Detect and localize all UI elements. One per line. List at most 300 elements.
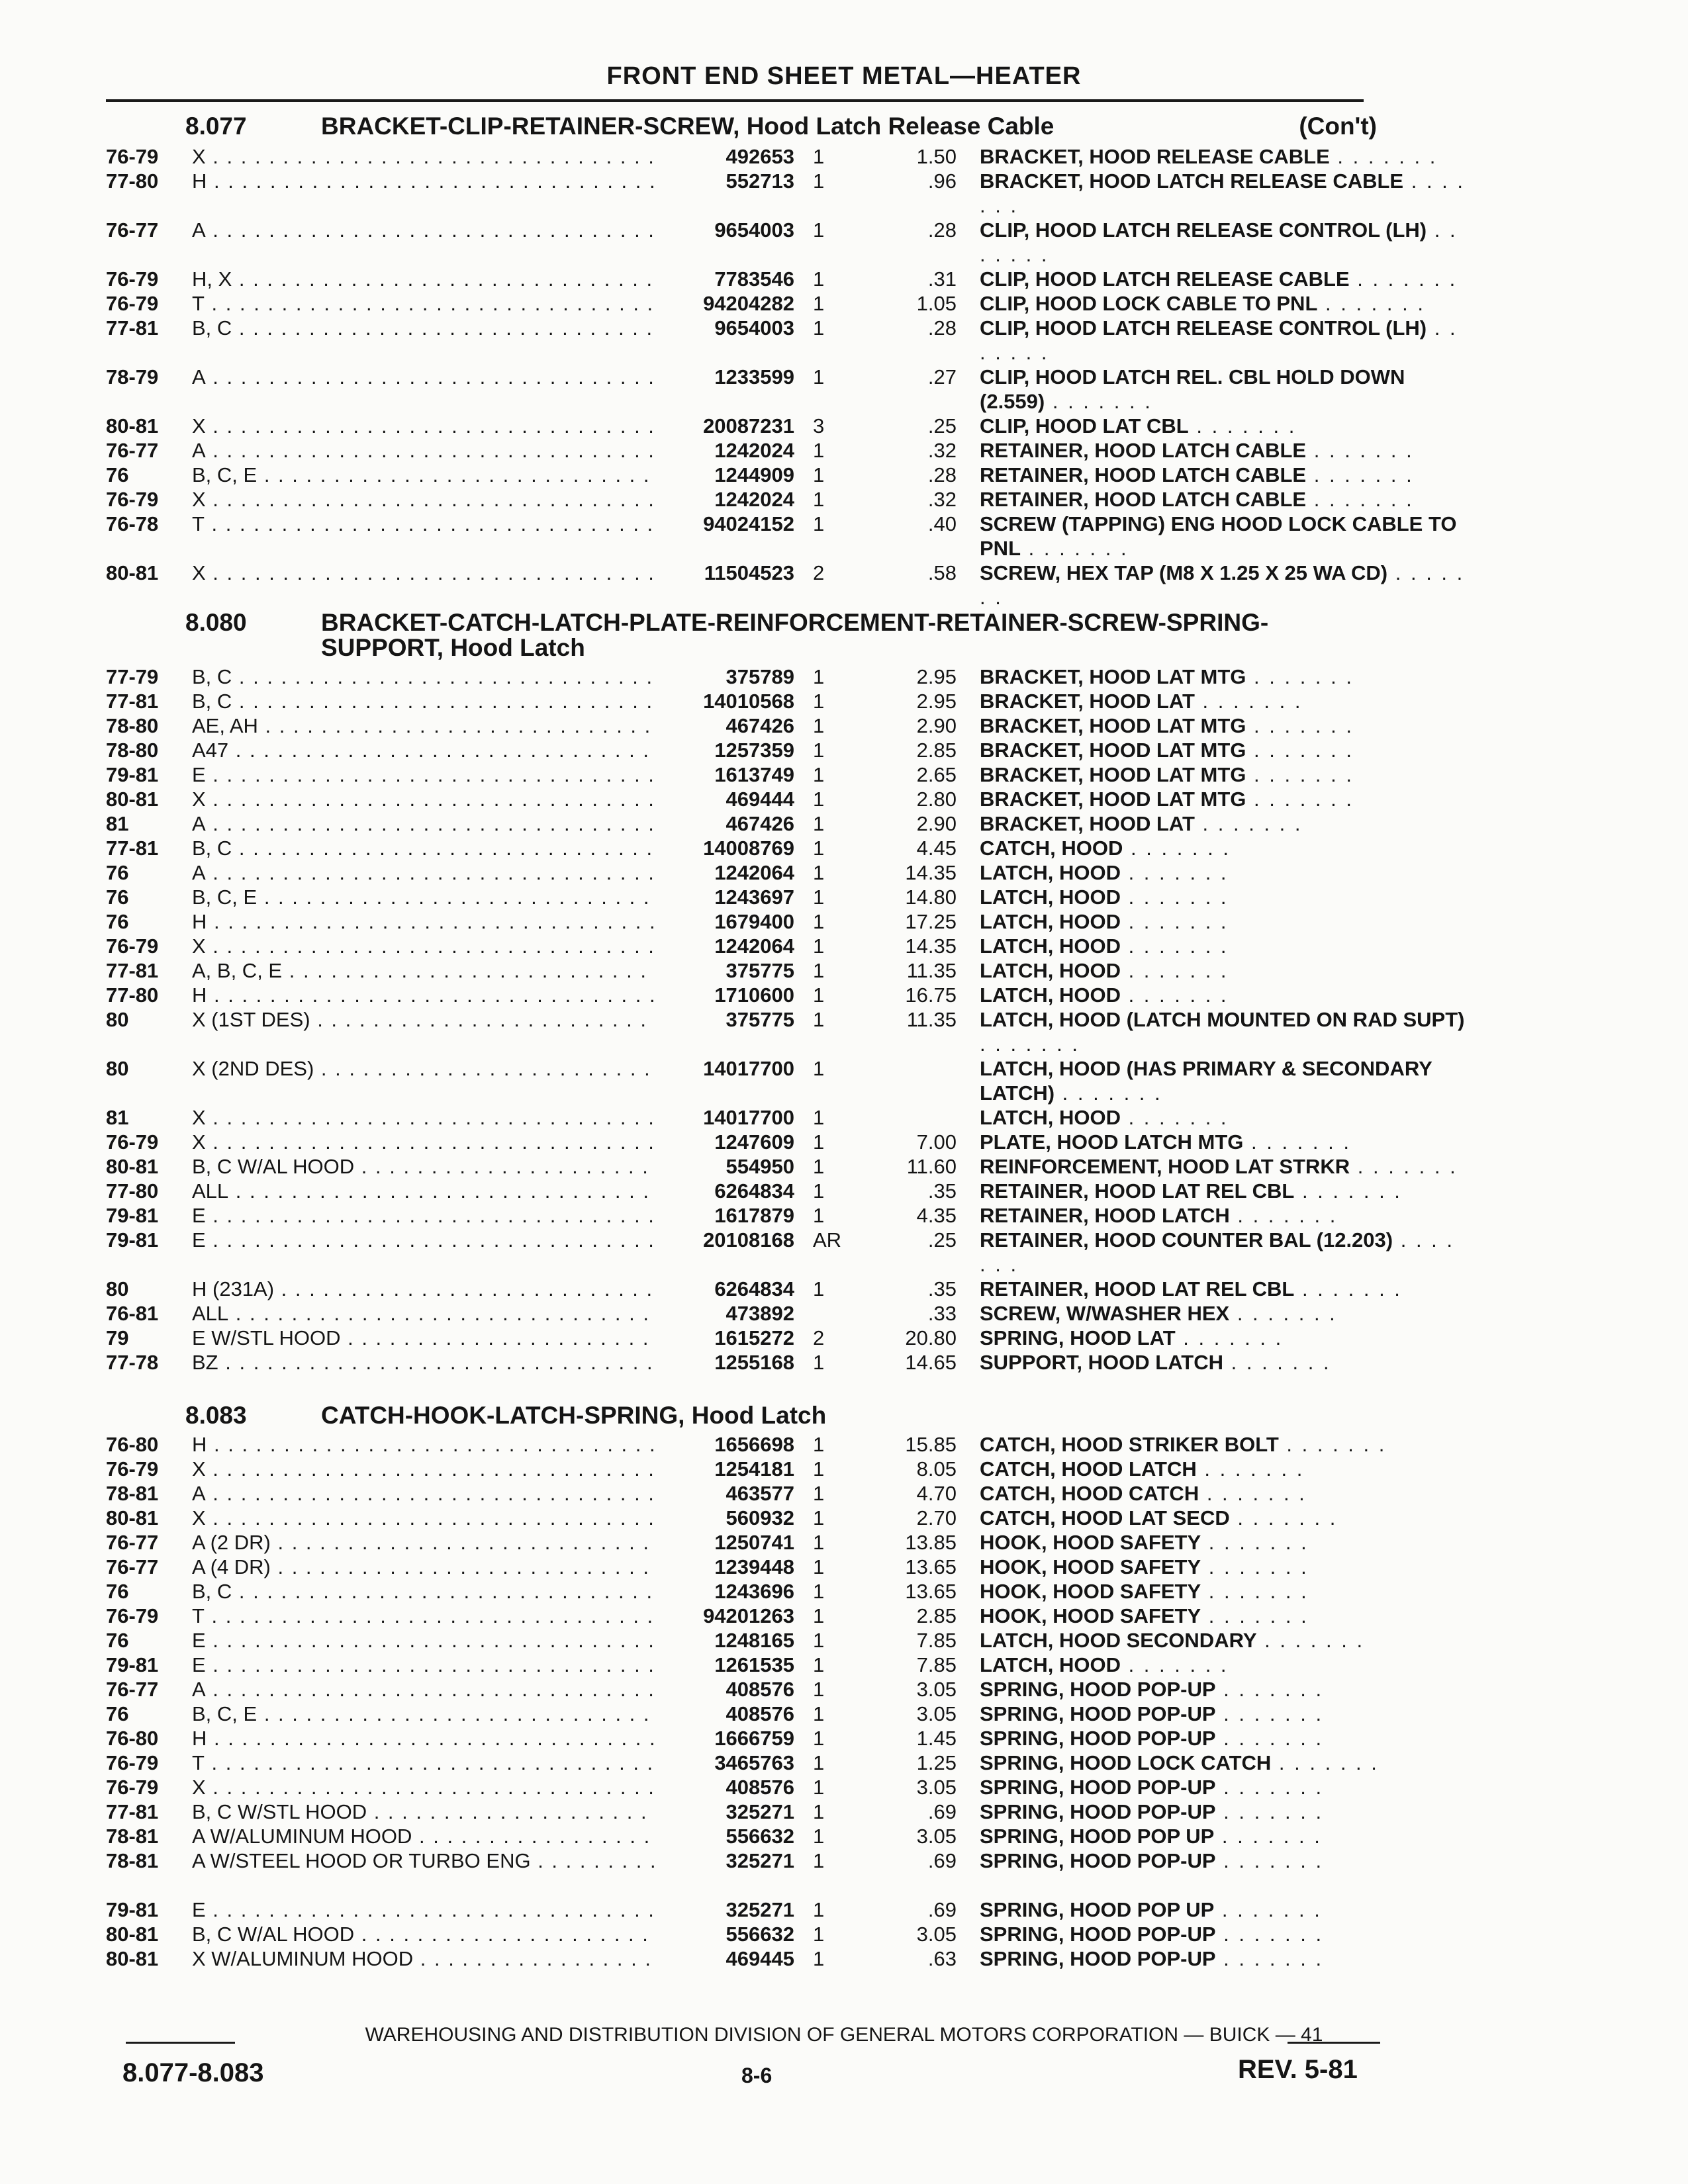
year-cell: 76-77 — [106, 1531, 159, 1554]
quantity-cell: 3 — [813, 414, 825, 437]
description-text: CLIP, HOOD LATCH RELEASE CABLE — [980, 267, 1350, 291]
table-row — [106, 885, 1377, 909]
quantity-cell: 1 — [813, 1849, 825, 1872]
leader-dots: . . . . . . . — [1215, 1800, 1324, 1823]
leader-dots: . . . . . . . — [1349, 267, 1458, 291]
leader-dots: . . . . . . . — [1201, 1580, 1309, 1603]
part-number-cell: 408576 — [669, 1677, 794, 1702]
leader-dots: . . . . . . . — [1246, 714, 1354, 737]
year-cell: 77-81 — [106, 316, 159, 340]
quantity-cell: 1 — [813, 463, 825, 486]
description-text: SPRING, HOOD LOCK CATCH — [980, 1751, 1272, 1774]
description-cell — [980, 512, 1470, 561]
year-cell: 76-81 — [106, 1302, 159, 1325]
description-text: HOOK, HOOD SAFETY — [980, 1555, 1201, 1578]
leader-dots: . . . . . . . — [980, 561, 1465, 609]
model-cell: T . . . — [192, 512, 655, 536]
quantity-cell: 1 — [813, 1155, 825, 1178]
description-text: SPRING, HOOD POP-UP — [980, 1678, 1216, 1701]
quantity-cell: 1 — [813, 934, 825, 958]
leader-dots: . . . . . . . — [1045, 390, 1152, 413]
part-number-cell: 6264834 — [669, 1179, 794, 1203]
description-cell — [980, 1277, 1470, 1301]
quantity-cell: 1 — [813, 218, 825, 242]
part-number-cell: 20087231 — [669, 414, 794, 438]
part-number-cell: 408576 — [669, 1702, 794, 1726]
year-cell: 78-80 — [106, 714, 159, 737]
leader-dots: . . . . . . . — [1256, 1629, 1365, 1652]
part-number-cell: 1261535 — [669, 1653, 794, 1677]
year-cell: 76-79 — [106, 292, 159, 315]
leader-dots: . . . . . . . — [1215, 1678, 1324, 1701]
section-continued: (Con't) — [1299, 113, 1377, 140]
year-cell: 76-79 — [106, 488, 159, 511]
year-cell: 76-80 — [106, 1433, 159, 1456]
table-row — [106, 463, 1414, 487]
description-cell — [980, 1751, 1470, 1775]
section-header — [106, 1403, 1377, 1428]
description-text: BRACKET, HOOD LAT MTG — [980, 665, 1246, 688]
table-row — [106, 1653, 1377, 1677]
year-cell: 78-80 — [106, 739, 159, 762]
model-cell: E . . . — [192, 1628, 655, 1653]
description-text: CATCH, HOOD CATCH — [980, 1482, 1199, 1505]
quantity-cell: 1 — [813, 690, 825, 713]
model-cell: A . . . — [192, 811, 655, 836]
model-cell: A . . . — [192, 1677, 655, 1702]
section-title: BRACKET-CLIP-RETAINER-SCREW, Hood Latch Release Cable — [321, 113, 1055, 140]
description-text: RETAINER, HOOD LATCH — [980, 1204, 1230, 1227]
description-cell — [980, 1653, 1470, 1677]
model-cell: H . . . — [192, 909, 655, 934]
part-number-cell: 463577 — [669, 1481, 794, 1506]
description-cell — [980, 1481, 1470, 1506]
table-row — [106, 365, 1405, 414]
leader-dots: . . . . . . . — [1246, 763, 1354, 786]
table-row — [106, 169, 1466, 218]
leader-dots: . . . . . . . — [1120, 910, 1229, 933]
price-cell: 4.70 — [916, 1482, 957, 1505]
page-title: FRONT END SHEET METAL—HEATER — [606, 62, 1082, 90]
part-number-cell: 1233599 — [669, 365, 794, 389]
description-text: RETAINER, HOOD COUNTER BAL (12.203) — [980, 1228, 1393, 1251]
description-text: RETAINER, HOOD LAT REL CBL — [980, 1179, 1295, 1203]
part-number-cell: 375775 — [669, 1007, 794, 1032]
part-number-cell: 20108168 — [669, 1228, 794, 1252]
table-row — [106, 1056, 1432, 1105]
quantity-cell: 1 — [813, 1653, 825, 1676]
part-number-cell: 325271 — [669, 1848, 794, 1873]
part-number-cell: 6264834 — [669, 1277, 794, 1301]
quantity-cell: 1 — [813, 1923, 825, 1946]
price-cell: .69 — [927, 1898, 957, 1921]
description-cell — [980, 762, 1470, 787]
table-row — [106, 1301, 1377, 1326]
description-text: LATCH, HOOD — [980, 934, 1121, 958]
year-cell: 76-79 — [106, 934, 159, 958]
quantity-cell: 1 — [813, 1751, 825, 1774]
quantity-cell: 1 — [813, 714, 825, 737]
model-cell: X . . . — [192, 144, 655, 169]
leader-dots: . . . . . . . — [1215, 1947, 1324, 1970]
table-row — [106, 144, 1438, 169]
quantity-cell: 1 — [813, 983, 825, 1007]
model-cell: X . . . — [192, 1130, 655, 1154]
table-row — [106, 1530, 1377, 1555]
description-text: SPRING, HOOD POP-UP — [980, 1923, 1216, 1946]
model-cell: A47 . . . — [192, 738, 655, 762]
leader-dots: . . . . . . . — [1246, 665, 1354, 688]
part-number-cell: 1243696 — [669, 1579, 794, 1604]
price-cell: 2.80 — [916, 788, 957, 811]
leader-dots: . . . . . . . — [1215, 1923, 1324, 1946]
price-cell: 2.65 — [916, 763, 957, 786]
description-text: SPRING, HOOD POP UP — [980, 1898, 1215, 1921]
description-text: LATCH, HOOD SECONDARY — [980, 1629, 1257, 1652]
year-cell: 80-81 — [106, 1947, 159, 1970]
price-cell: 13.85 — [905, 1531, 957, 1554]
year-cell: 80 — [106, 1277, 129, 1300]
leader-dots: . . . . . . . — [1123, 837, 1231, 860]
part-number-cell: 556632 — [669, 1824, 794, 1848]
quantity-cell: 1 — [813, 1506, 825, 1529]
quantity-cell: 1 — [813, 1179, 825, 1203]
model-cell: B, C W/STL HOOD . . . — [192, 1799, 655, 1824]
description-text: HOOK, HOOD SAFETY — [980, 1531, 1201, 1554]
leader-dots: . . . . . . . — [1246, 788, 1354, 811]
description-text: RETAINER, HOOD LATCH CABLE — [980, 439, 1307, 462]
price-cell: .28 — [927, 316, 957, 340]
description-text: CLIP, HOOD LATCH RELEASE CONTROL (LH) — [980, 316, 1427, 340]
part-number-cell: 1242024 — [669, 438, 794, 463]
part-number-cell: 560932 — [669, 1506, 794, 1530]
year-cell: 76-79 — [106, 145, 159, 168]
description-cell — [980, 1203, 1470, 1228]
price-cell: 3.05 — [916, 1702, 957, 1725]
leader-dots: . . . . . . . — [1278, 1433, 1387, 1456]
section-number: 8.083 — [185, 1402, 247, 1429]
description-cell — [980, 885, 1470, 909]
model-cell: B, C, E . . . — [192, 463, 655, 487]
part-number-cell: 94204282 — [669, 291, 794, 316]
leader-dots: . . . . . . . — [1199, 1482, 1307, 1505]
section-number: 8.077 — [185, 113, 247, 140]
table-row — [106, 1824, 1377, 1848]
description-text: RETAINER, HOOD LATCH CABLE — [980, 463, 1307, 486]
table-row — [106, 836, 1377, 860]
description-text: SPRING, HOOD POP-UP — [980, 1776, 1216, 1799]
part-number-cell: 1239448 — [669, 1555, 794, 1579]
model-cell: E . . . — [192, 1653, 655, 1677]
description-text: SPRING, HOOD POP UP — [980, 1825, 1215, 1848]
model-cell: A . . . — [192, 860, 655, 885]
part-number-cell: 467426 — [669, 713, 794, 738]
leader-dots: . . . . . . . — [1120, 983, 1229, 1007]
quantity-cell: 1 — [813, 1057, 825, 1080]
model-cell: H, X . . . — [192, 267, 655, 291]
price-cell: .31 — [927, 267, 957, 291]
section-header — [106, 610, 1377, 660]
description-text: BRACKET, HOOD LAT MTG — [980, 763, 1246, 786]
part-number-cell: 467426 — [669, 811, 794, 836]
model-cell: E . . . — [192, 1897, 655, 1922]
description-text: CLIP, HOOD LAT CBL — [980, 414, 1189, 437]
model-cell: T . . . — [192, 1604, 655, 1628]
section-header — [106, 114, 1377, 139]
part-number-cell: 1656698 — [669, 1432, 794, 1457]
table-row — [106, 487, 1414, 512]
quantity-cell: 1 — [813, 365, 825, 388]
table-row — [106, 909, 1377, 934]
price-cell: 2.90 — [916, 812, 957, 835]
model-cell: B, C . . . — [192, 1579, 655, 1604]
part-number-cell: 1679400 — [669, 909, 794, 934]
quantity-cell: 1 — [813, 1204, 825, 1227]
part-number-cell: 325271 — [669, 1799, 794, 1824]
description-cell — [980, 1326, 1470, 1350]
price-cell: 7.85 — [916, 1629, 957, 1652]
table-row — [106, 1897, 1377, 1922]
description-text: LATCH, HOOD — [980, 983, 1121, 1007]
description-text: BRACKET, HOOD LAT — [980, 690, 1195, 713]
description-cell — [980, 860, 1470, 885]
model-cell: E W/STL HOOD . . . — [192, 1326, 655, 1350]
price-cell: 3.05 — [916, 1825, 957, 1848]
part-number-cell: 1617879 — [669, 1203, 794, 1228]
year-cell: 80 — [106, 1057, 129, 1080]
model-cell: B, C . . . — [192, 664, 655, 689]
leader-dots: . . . . . . . — [1175, 1326, 1284, 1349]
quantity-cell: 1 — [813, 1678, 825, 1701]
year-cell: 76 — [106, 910, 129, 933]
model-cell: H . . . — [192, 1432, 655, 1457]
leader-dots: . . . . . . . — [1229, 1506, 1338, 1529]
table-row — [106, 1946, 1377, 1971]
model-cell: B, C W/AL HOOD . . . — [192, 1922, 655, 1946]
table-row — [106, 438, 1414, 463]
price-cell: 14.80 — [905, 886, 957, 909]
leader-dots: . . . . . . . — [1306, 463, 1414, 486]
model-cell: E . . . — [192, 1228, 655, 1252]
description-text: SPRING, HOOD POP-UP — [980, 1947, 1216, 1970]
part-number-cell: 1613749 — [669, 762, 794, 787]
description-cell — [980, 218, 1470, 267]
model-cell: H (231A) . . . — [192, 1277, 655, 1301]
description-cell — [980, 291, 1470, 316]
model-cell: X . . . — [192, 487, 655, 512]
price-cell: .33 — [927, 1302, 957, 1325]
quantity-cell: 1 — [813, 1106, 825, 1129]
description-cell — [980, 1154, 1470, 1179]
price-cell: 11.60 — [906, 1155, 957, 1178]
year-cell: 76 — [106, 463, 129, 486]
year-cell: 79-81 — [106, 1653, 159, 1676]
price-cell: 2.85 — [916, 1604, 957, 1627]
description-text: LATCH, HOOD — [980, 886, 1121, 909]
description-cell — [980, 1228, 1470, 1277]
leader-dots: . . . . . . . — [980, 316, 1458, 364]
leader-dots: . . . . . . . — [1215, 1849, 1324, 1872]
leader-dots: . . . . . . . — [1120, 886, 1229, 909]
leader-dots: . . . . . . . — [1120, 1106, 1229, 1129]
year-cell: 80-81 — [106, 1923, 159, 1946]
footer-revision: REV. 5-81 — [1238, 2055, 1358, 2084]
model-cell: E . . . — [192, 1203, 655, 1228]
table-row — [106, 512, 1457, 561]
year-cell: 76-79 — [106, 1776, 159, 1799]
table-row — [106, 218, 1458, 267]
leader-dots: . . . . . . . — [1188, 414, 1297, 437]
price-cell: 2.90 — [916, 714, 957, 737]
model-cell: X . . . — [192, 414, 655, 438]
price-cell: .32 — [927, 488, 957, 511]
price-cell: 3.05 — [916, 1776, 957, 1799]
leader-dots: . . . . . . . — [1196, 1457, 1305, 1480]
table-row — [106, 1481, 1377, 1506]
price-cell: 4.35 — [916, 1204, 957, 1227]
part-number-cell: 469445 — [669, 1946, 794, 1971]
description-cell — [980, 144, 1470, 169]
table-row — [106, 1130, 1377, 1154]
year-cell: 77-79 — [106, 665, 159, 688]
section-title: CATCH-HOOK-LATCH-SPRING, Hood Latch — [321, 1402, 827, 1429]
description-cell — [980, 1506, 1470, 1530]
model-cell: X (2ND DES) . . . — [192, 1056, 655, 1081]
price-cell: 16.75 — [905, 983, 957, 1007]
price-cell: .58 — [927, 561, 957, 584]
table-row — [106, 1799, 1377, 1824]
model-cell: A (2 DR) . . . — [192, 1530, 655, 1555]
quantity-cell: 1 — [813, 1531, 825, 1554]
year-cell: 79-81 — [106, 1898, 159, 1921]
table-row — [106, 1579, 1377, 1604]
leader-dots: . . . . . . . — [1055, 1081, 1162, 1105]
part-number-cell: 14010568 — [669, 689, 794, 713]
part-number-cell: 3465763 — [669, 1751, 794, 1775]
quantity-cell: 1 — [813, 739, 825, 762]
leader-dots: . . . . . . . — [1306, 439, 1414, 462]
year-cell: 77-81 — [106, 837, 159, 860]
price-cell: 20.80 — [905, 1326, 957, 1349]
model-cell: AE, AH . . . — [192, 713, 655, 738]
model-cell: A . . . — [192, 365, 655, 389]
price-cell: .27 — [927, 365, 957, 388]
part-number-cell: 14008769 — [669, 836, 794, 860]
price-cell: 8.05 — [916, 1457, 957, 1480]
description-cell — [980, 664, 1470, 689]
leader-dots: . . . . . . . — [1215, 1727, 1324, 1750]
year-cell: 76-77 — [106, 439, 159, 462]
year-cell: 80-81 — [106, 414, 159, 437]
quantity-cell: 1 — [813, 812, 825, 835]
quantity-cell: 1 — [813, 959, 825, 982]
price-cell: .63 — [927, 1947, 957, 1970]
model-cell: X (1ST DES) . . . — [192, 1007, 655, 1032]
leader-dots: . . . . . . . — [980, 1032, 1080, 1056]
description-text: HOOK, HOOD SAFETY — [980, 1604, 1201, 1627]
price-cell: 3.05 — [916, 1678, 957, 1701]
description-cell — [980, 1946, 1470, 1971]
table-row — [106, 1628, 1377, 1653]
table-row — [106, 1105, 1377, 1130]
model-cell: A . . . — [192, 218, 655, 242]
model-cell: A W/STEEL HOOD OR TURBO ENG . . . — [192, 1848, 655, 1873]
year-cell: 76-77 — [106, 218, 159, 242]
part-number-cell: 492653 — [669, 144, 794, 169]
section-number: 8.080 — [185, 609, 247, 636]
quantity-cell: 1 — [813, 910, 825, 933]
quantity-cell: 1 — [813, 1277, 825, 1300]
year-cell: 76 — [106, 1629, 129, 1652]
year-cell: 81 — [106, 1106, 129, 1129]
table-row — [106, 1555, 1377, 1579]
table-row — [106, 713, 1377, 738]
leader-dots: . . . . . . . — [1214, 1898, 1322, 1921]
model-cell: A W/ALUMINUM HOOD . . . — [192, 1824, 655, 1848]
price-cell: .28 — [927, 218, 957, 242]
quantity-cell: 1 — [813, 267, 825, 291]
price-cell: 1.50 — [916, 145, 957, 168]
part-number-cell: 1255168 — [669, 1350, 794, 1375]
quantity-cell: 1 — [813, 1800, 825, 1823]
description-text: LATCH, HOOD — [980, 861, 1121, 884]
year-cell: 76 — [106, 886, 129, 909]
leader-dots: . . . . . . . — [1120, 934, 1229, 958]
description-text: RETAINER, HOOD LAT REL CBL — [980, 1277, 1295, 1300]
price-cell: .25 — [927, 414, 957, 437]
description-cell — [980, 1350, 1470, 1375]
leader-dots: . . . . . . . — [1223, 1351, 1331, 1374]
year-cell: 77-81 — [106, 1800, 159, 1823]
description-cell — [980, 1301, 1470, 1326]
year-cell: 78-81 — [106, 1849, 159, 1872]
part-number-cell: 94024152 — [669, 512, 794, 536]
leader-dots: . . . . . . . — [1021, 537, 1129, 560]
leader-dots: . . . . . . . — [1329, 145, 1438, 168]
quantity-cell: 1 — [813, 1776, 825, 1799]
part-number-cell: 1250741 — [669, 1530, 794, 1555]
price-cell: 7.85 — [916, 1653, 957, 1676]
price-cell: 1.05 — [916, 292, 957, 315]
leader-dots: . . . . . . . — [1294, 1179, 1402, 1203]
description-cell — [980, 438, 1470, 463]
part-number-cell: 552713 — [669, 169, 794, 193]
description-cell — [980, 1105, 1470, 1130]
leader-dots: . . . . . . . — [1229, 1302, 1337, 1325]
description-cell — [980, 811, 1470, 836]
table-row — [106, 1007, 1465, 1056]
part-number-cell: 1244909 — [669, 463, 794, 487]
table-row — [106, 1326, 1377, 1350]
model-cell: BZ . . . — [192, 1350, 655, 1375]
price-cell: 2.95 — [916, 690, 957, 713]
part-number-cell: 14017700 — [669, 1105, 794, 1130]
model-cell: H . . . — [192, 169, 655, 193]
part-number-cell: 1257359 — [669, 738, 794, 762]
description-text: SPRING, HOOD LAT — [980, 1326, 1176, 1349]
price-cell: .35 — [927, 1277, 957, 1300]
price-cell: 1.25 — [916, 1751, 957, 1774]
price-cell: 13.65 — [905, 1580, 957, 1603]
description-text: SUPPORT, HOOD LATCH — [980, 1351, 1223, 1374]
quantity-cell: 1 — [813, 439, 825, 462]
table-row — [106, 1702, 1377, 1726]
description-text: LATCH, HOOD — [980, 1653, 1121, 1676]
table-row — [106, 1922, 1377, 1946]
leader-dots: . . . . . . . — [1214, 1825, 1322, 1848]
model-cell: H . . . — [192, 1726, 655, 1751]
model-cell: B, C, E . . . — [192, 885, 655, 909]
